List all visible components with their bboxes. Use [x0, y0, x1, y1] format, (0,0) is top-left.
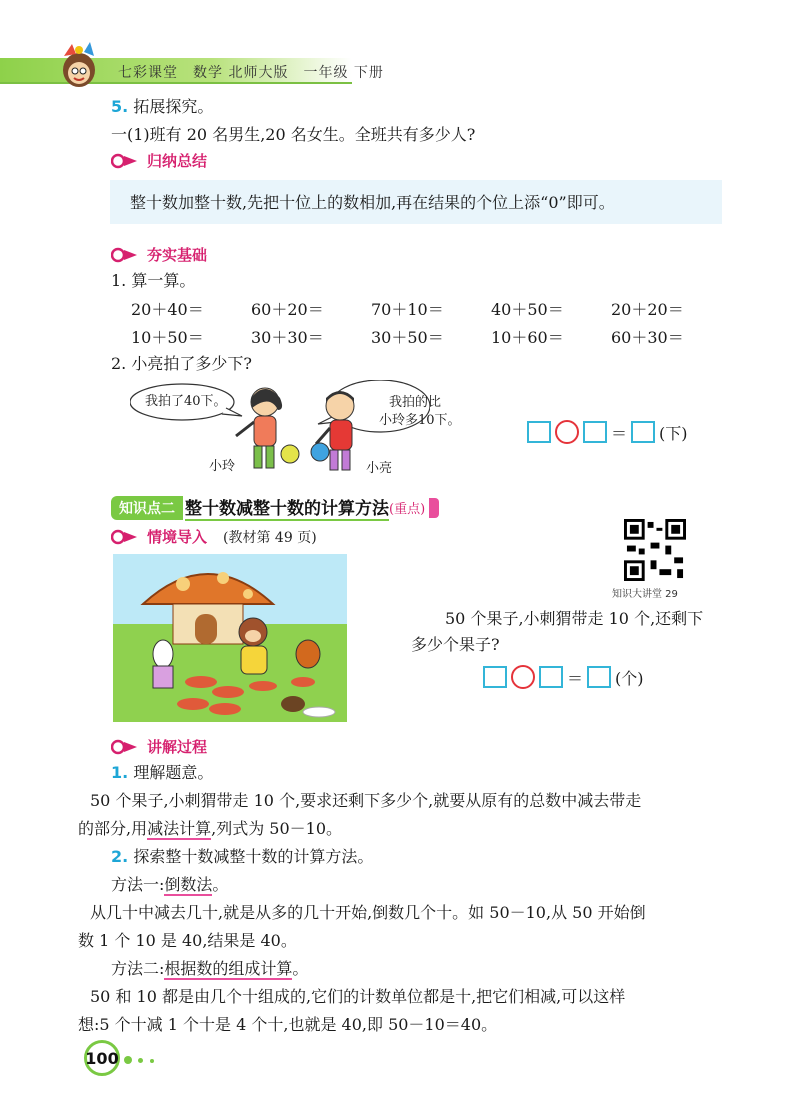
underlined-term: 倒数法	[164, 875, 213, 894]
calc-row-2	[131, 325, 731, 348]
calc-item: 30＋50＝	[371, 328, 444, 347]
name-xiaoliang: 小亮	[366, 461, 393, 476]
method1-heading	[111, 874, 228, 896]
text-run: 。	[212, 875, 229, 894]
calc-item: 60＋20＝	[251, 300, 324, 319]
answer-box[interactable]	[587, 666, 611, 688]
basics-q1: 1. 算一算。	[111, 271, 196, 290]
qr-code-icon	[624, 519, 686, 581]
summary-text: 整十数加整十数,先把十位上的数相加,再在结果的个位上添“0”即可。	[130, 193, 615, 212]
bubble-xiaoliang-line1: 我拍的比	[389, 395, 442, 410]
header-text: 七彩课堂 数学 北师大版 一年级 下册	[118, 65, 384, 81]
calc-item: 10＋60＝	[491, 328, 564, 347]
text-run: 方法一:	[111, 875, 165, 894]
mushroom-house-illustration	[113, 554, 347, 722]
knowledge-point-badge: 知识点二	[111, 496, 183, 520]
knowledge-point-tab	[429, 498, 439, 518]
answer-box[interactable]	[483, 666, 507, 688]
step1-title: 理解题意。	[133, 763, 214, 782]
answer-box[interactable]	[631, 421, 655, 443]
decor-dot	[150, 1059, 154, 1063]
section-arrow-icon	[111, 529, 139, 545]
text-run: 方法二:	[111, 959, 165, 978]
qr-caption: 知识大讲堂 29	[612, 589, 678, 600]
calc-row-1	[131, 297, 731, 320]
operator-circle[interactable]	[555, 420, 579, 444]
knowledge-point-key: (重点)	[389, 502, 426, 517]
step1-number: 1.	[111, 763, 129, 782]
q5-heading	[111, 96, 213, 118]
section-explain	[111, 736, 207, 757]
textbook-reference: (教材第 49 页)	[223, 529, 317, 546]
step2-title: 探索整十数减整十数的计算方法。	[133, 847, 374, 866]
q5-number: 5.	[111, 97, 129, 116]
section-basics	[111, 244, 207, 265]
underlined-term: 根据数的组成计算	[164, 959, 293, 978]
text-run: ,列式为 50－10。	[211, 819, 343, 838]
method2-line1: 50 和 10 都是由几个十组成的,它们的计数单位都是十,把它们相减,可以这样	[90, 987, 626, 1006]
section-arrow-icon	[111, 153, 139, 169]
page-number: 100	[84, 1040, 120, 1076]
calc-item: 20＋20＝	[611, 300, 684, 319]
answer-box[interactable]	[527, 421, 551, 443]
q5-title: 拓展探究。	[133, 97, 214, 116]
method1-line1: 从几十中减去几十,就是从多的几十开始,倒数几个十。如 50－10,从 50 开始倒	[90, 903, 646, 922]
bubble-xiaoling: 我拍了40下。	[145, 394, 227, 409]
explain-paragraph1-line2	[78, 818, 342, 840]
text-run: 的部分,用	[78, 819, 148, 838]
step2-number: 2.	[111, 847, 129, 866]
step2-heading	[111, 846, 373, 868]
text-run: 。	[292, 959, 309, 978]
section-basics-label: 夯实基础	[147, 246, 208, 264]
decor-dot	[138, 1058, 143, 1063]
calc-item: 60＋30＝	[611, 328, 684, 347]
equals-sign: ＝	[567, 668, 584, 688]
answer-box[interactable]	[583, 421, 607, 443]
equals-sign: ＝	[611, 423, 628, 443]
calc-item: 40＋50＝	[491, 300, 564, 319]
intro-problem-line2: 多少个果子?	[411, 635, 500, 654]
bubble-xiaoliang-line2: 小玲多10下。	[379, 413, 461, 428]
calc-item: 70＋10＝	[371, 300, 444, 319]
section-intro	[111, 526, 317, 547]
decor-dot	[124, 1056, 132, 1064]
calc-item: 20＋40＝	[131, 300, 204, 319]
section-arrow-icon	[111, 247, 139, 263]
method1-line2: 数 1 个 10 是 40,结果是 40。	[78, 931, 297, 950]
intro-problem-line1: 50 个果子,小刺猬带走 10 个,还剩下	[445, 609, 704, 628]
section-summary	[111, 150, 207, 171]
operator-circle[interactable]	[511, 665, 535, 689]
name-xiaoling: 小玲	[209, 459, 236, 474]
q5-problem: 一(1)班有 20 名男生,20 名女生。全班共有多少人?	[111, 125, 476, 144]
section-arrow-icon	[111, 739, 139, 755]
mascot-icon	[54, 40, 104, 92]
calc-item: 30＋30＝	[251, 328, 324, 347]
step1-heading	[111, 762, 213, 784]
section-explain-label: 讲解过程	[147, 738, 208, 756]
knowledge-point-title: 整十数减整十数的计算方法	[185, 494, 389, 521]
answer-box[interactable]	[539, 666, 563, 688]
basics-q2: 2. 小亮拍了多少下?	[111, 354, 252, 373]
equation-blanks-intro	[483, 665, 644, 689]
section-intro-label: 情境导入	[147, 528, 208, 546]
knowledge-point-heading	[111, 494, 439, 521]
method2-heading	[111, 958, 308, 980]
calc-item: 10＋50＝	[131, 328, 204, 347]
underlined-term: 减法计算	[147, 819, 212, 838]
section-summary-label: 归纳总结	[147, 152, 208, 170]
unit-label: (个)	[615, 668, 644, 688]
method2-line2: 想:5 个十减 1 个十是 4 个十,也就是 40,即 50－10＝40。	[78, 1015, 498, 1034]
unit-label: (下)	[659, 423, 688, 443]
equation-blanks-q2	[527, 420, 688, 444]
explain-paragraph1-line1: 50 个果子,小刺猬带走 10 个,要求还剩下多少个,就要从原有的总数中减去带走	[90, 791, 642, 810]
